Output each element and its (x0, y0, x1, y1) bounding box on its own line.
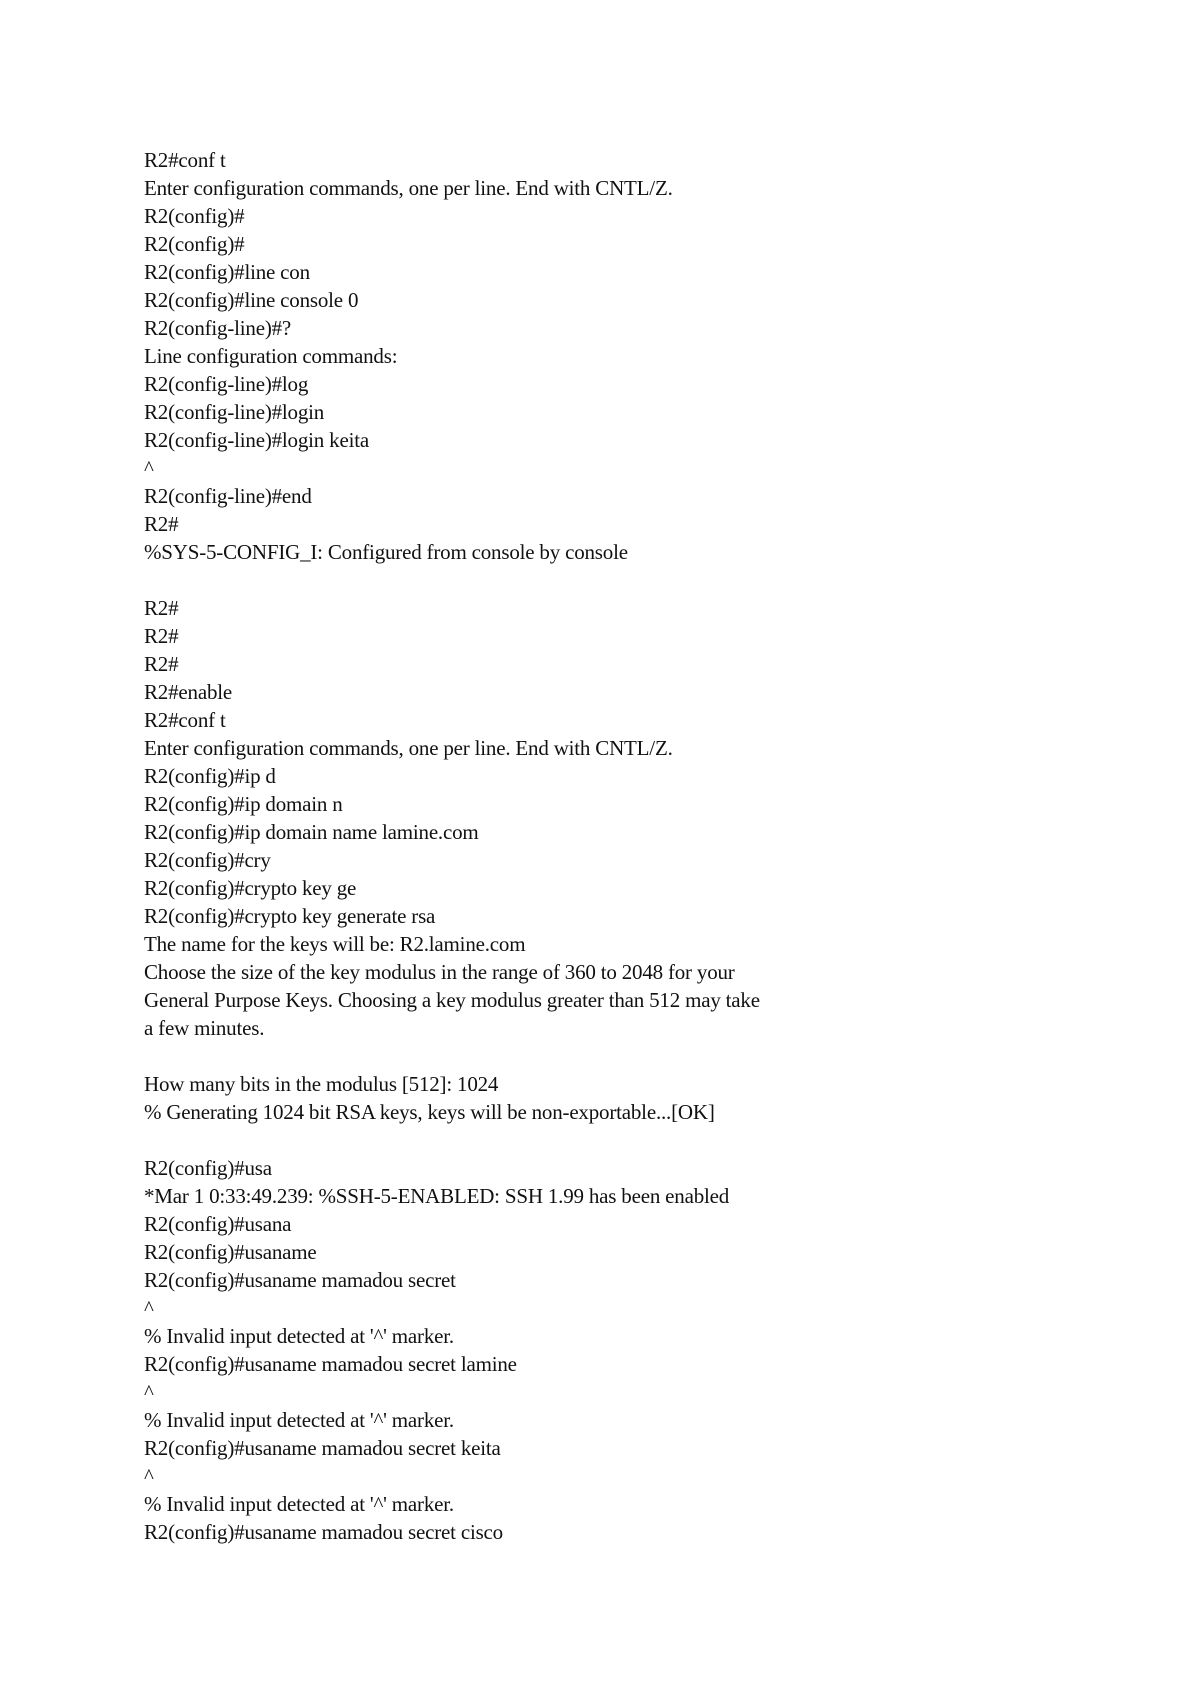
transcript-line: R2(config)#usaname mamadou secret cisco (144, 1520, 503, 1544)
transcript-line: R2(config)#crypto key generate rsa (144, 904, 436, 928)
transcript-line: ^ (144, 1296, 154, 1320)
transcript-line: R2(config-line)#end (144, 484, 312, 508)
transcript-line: R2(config)#line con (144, 260, 310, 284)
transcript-line: R2# (144, 624, 179, 648)
transcript-line: % Invalid input detected at '^' marker. (144, 1324, 454, 1348)
transcript-line: R2(config)#usaname (144, 1240, 317, 1264)
transcript-line: R2# (144, 652, 179, 676)
transcript-line: General Purpose Keys. Choosing a key modulus greater than 512 may take (144, 988, 760, 1012)
transcript-line: How many bits in the modulus [512]: 1024 (144, 1072, 499, 1096)
transcript-line: R2(config-line)#log (144, 372, 309, 396)
transcript-line: Enter configuration commands, one per line. End with CNTL/Z. (144, 176, 673, 200)
transcript-line: R2(config)#usaname mamadou secret keita (144, 1436, 501, 1460)
transcript-line: R2#conf t (144, 708, 226, 732)
transcript-line: % Invalid input detected at '^' marker. (144, 1492, 454, 1516)
transcript-line: R2(config)#usa (144, 1156, 272, 1180)
transcript-line: R2#enable (144, 680, 233, 704)
transcript-line: a few minutes. (144, 1016, 265, 1040)
transcript-line: Line configuration commands: (144, 344, 398, 368)
transcript-line: R2(config-line)#login keita (144, 428, 369, 452)
transcript-line: R2# (144, 512, 179, 536)
transcript-line: R2(config-line)#? (144, 316, 292, 340)
transcript-line: R2(config)#ip d (144, 764, 276, 788)
transcript-line: R2(config)#usana (144, 1212, 292, 1236)
transcript-line: Choose the size of the key modulus in the range of 360 to 2048 for your (144, 960, 735, 984)
transcript-line: R2(config)#crypto key ge (144, 876, 357, 900)
transcript-line: R2(config)#cry (144, 848, 271, 872)
blank-line (144, 566, 1104, 594)
transcript-line: ^ (144, 1464, 154, 1488)
transcript-line: R2(config)#ip domain name lamine.com (144, 820, 479, 844)
blank-line (144, 1126, 1104, 1154)
transcript-line: *Mar 1 0:33:49.239: %SSH-5-ENABLED: SSH 1.99 has been enabled (144, 1184, 730, 1208)
transcript-line: R2(config)# (144, 232, 245, 256)
transcript-line: %SYS-5-CONFIG_I: Configured from console by console (144, 540, 628, 564)
transcript-line: R2(config)#ip domain n (144, 792, 343, 816)
transcript-line: R2(config)#usaname mamadou secret (144, 1268, 456, 1292)
transcript-line: ^ (144, 1380, 154, 1404)
transcript-line: R2(config)#usaname mamadou secret lamine (144, 1352, 517, 1376)
transcript-line: R2(config)#line console 0 (144, 288, 359, 312)
transcript-line: ^ (144, 456, 154, 480)
transcript-line: R2# (144, 596, 179, 620)
transcript-line: R2(config-line)#login (144, 400, 325, 424)
transcript-line: R2(config)# (144, 204, 245, 228)
transcript-line: % Invalid input detected at '^' marker. (144, 1408, 454, 1432)
blank-line (144, 1042, 1104, 1070)
transcript-line: R2#conf t (144, 148, 226, 172)
transcript-line: The name for the keys will be: R2.lamine.com (144, 932, 526, 956)
transcript-line: % Generating 1024 bit RSA keys, keys will be non-exportable...[OK] (144, 1100, 715, 1124)
transcript-line: Enter configuration commands, one per line. End with CNTL/Z. (144, 736, 673, 760)
console-transcript (144, 146, 1104, 1546)
